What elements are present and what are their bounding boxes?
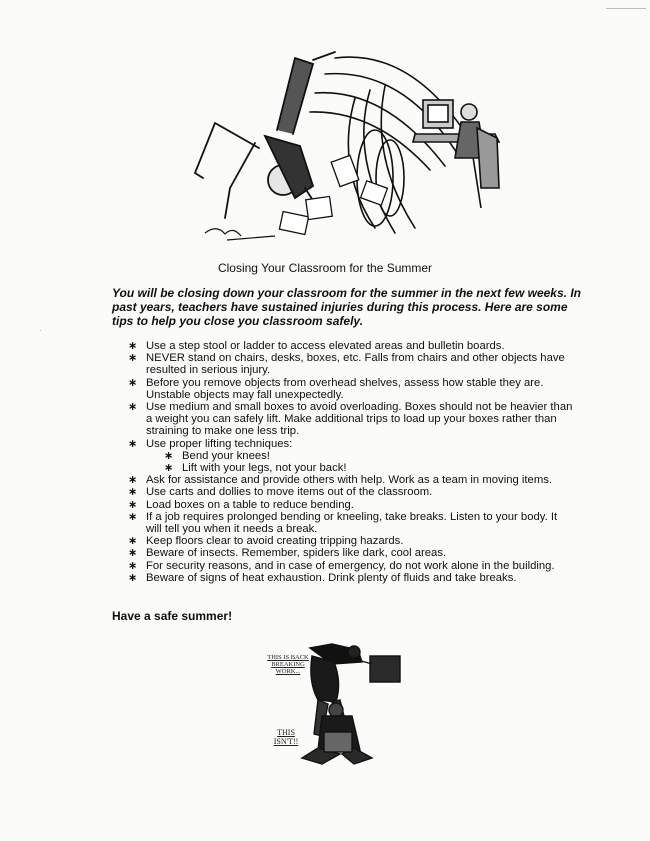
tip-item [124,352,574,376]
tip-item [124,499,574,511]
motion-arc [310,112,430,170]
bullet-star-icon: ∗ [128,498,138,511]
tip-text: For security reasons, and in case of emergency, do not work alone in the building. [146,559,555,572]
tip-text: Keep floors clear to avoid creating tripping hazards. [146,535,404,548]
intro-paragraph: You will be closing down your classroom for the summer in the next few weeks. In past years, teachers have sustained injuries during this process. Here are some tips to help you close you classroom safely. [112,286,581,328]
tip-item [124,474,574,486]
tip-item [124,401,574,438]
bullet-star-icon: ∗ [128,535,138,548]
motion-arc [364,90,395,233]
tip-text: Use proper lifting techniques: [146,437,293,450]
bullet-star-icon: ∗ [128,559,138,572]
subtip-item [146,450,574,462]
tip-item [124,572,574,584]
tip-text: If a job requires prolonged bending or kneeling, take breaks. Listen to your body. It will tell you when it needs a break. [146,510,558,536]
caption-back-breaking: THIS IS BACK BREAKING WORK... [267,654,309,675]
desk-computer [413,100,499,208]
bullet-star-icon: ∗ [128,401,138,414]
tip-item [124,340,574,352]
tip-text: Beware of signs of heat exhaustion. Drink plenty of fluids and take breaks. [146,571,517,584]
bullet-star-icon: ∗ [128,376,138,389]
tip-item [124,438,574,475]
lifting-subtips-list [146,450,574,474]
scan-speck [40,330,41,331]
tip-text: Use carts and dollies to move items out of the classroom. [146,486,433,499]
bullet-star-icon: ∗ [128,340,138,352]
signature-scribble [205,229,275,240]
tip-item [124,535,574,547]
falling-teacher-illustration [185,38,505,250]
bullet-star-icon: ∗ [128,571,138,584]
tip-text: Use a step stool or ladder to access elevated areas and bulletin boards. [146,340,505,352]
tip-item [124,560,574,572]
tip-text: NEVER stand on chairs, desks, boxes, etc. Falls from chairs and other objects have resulted in serious injury. [146,352,565,377]
motion-arc [381,86,415,228]
subtip-item [146,462,574,474]
tip-text: Ask for assistance and provide others with help. Work as a team in moving items. [146,474,553,487]
tip-text: Load boxes on a table to reduce bending. [146,498,354,511]
tip-text: Beware of insects. Remember, spiders like dark, cool areas. [146,547,447,560]
safety-tips-list [124,340,574,584]
bullet-star-icon: ∗ [128,352,138,365]
tip-item [124,377,574,401]
bullet-star-icon: ∗ [164,449,174,462]
closing-line: Have a safe summer! [112,609,233,623]
bullet-star-icon: ∗ [128,486,138,499]
subtip-text: Bend your knees! [182,449,270,462]
bullet-star-icon: ∗ [128,547,138,560]
caption-this-isnt: THIS ISN'T!! [273,728,299,746]
tip-text: Use medium and small boxes to avoid overloading. Boxes should not be heavier than a weight you can safely lift. Make additional trips to load up your boxes rather than straining to make one less trip. [146,401,573,438]
tip-item [124,547,574,559]
document-title: Closing Your Classroom for the Summer [217,261,433,275]
bullet-star-icon: ∗ [128,474,138,487]
subtip-text: Lift with your legs, not your back! [182,462,347,475]
bullet-star-icon: ∗ [128,437,138,450]
bullet-star-icon: ∗ [128,510,138,523]
bullet-star-icon: ∗ [164,462,174,475]
motion-swirl [357,130,393,226]
tip-text: Before you remove objects from overhead shelves, assess how stable they are. Unstable objects may fall unexpectedly. [146,376,544,401]
tip-item [124,511,574,535]
falling-man [195,52,335,218]
scan-speck [606,8,646,9]
tip-item [124,486,574,498]
